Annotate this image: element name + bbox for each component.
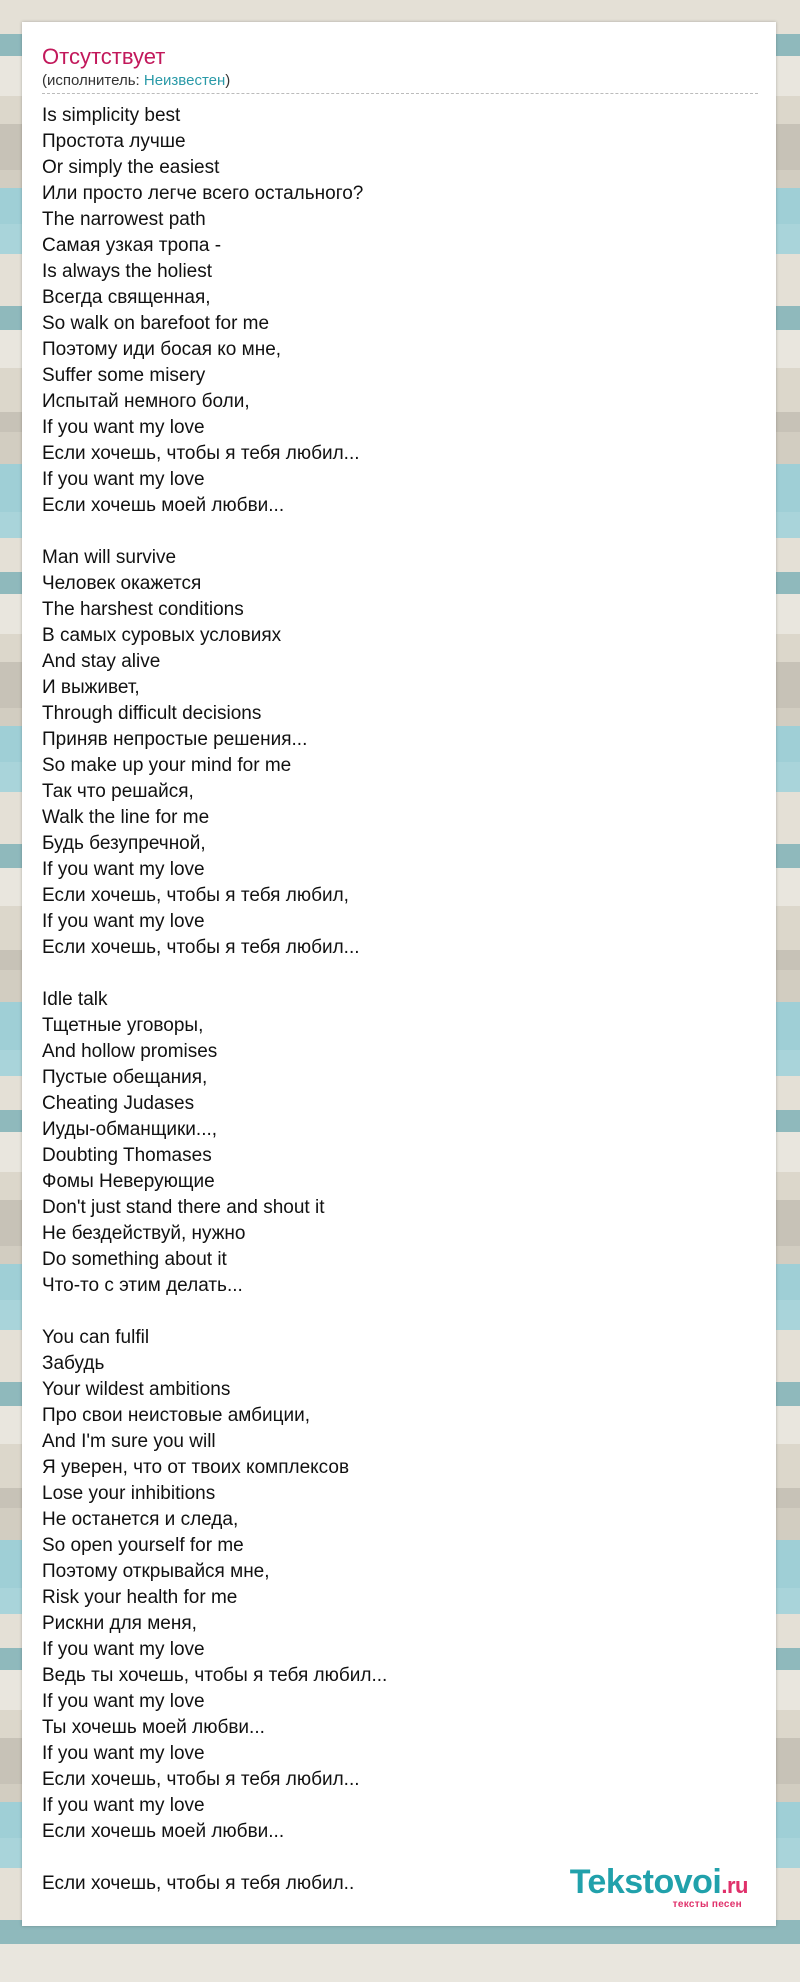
lyric-line: Забудь bbox=[42, 1353, 105, 1374]
lyrics-card bbox=[22, 22, 776, 1926]
lyric-line: Тщетные уговоры, bbox=[42, 1015, 204, 1036]
lyric-line: Если хочешь, чтобы я тебя любил, bbox=[42, 885, 349, 906]
lyric-line: If you want my love bbox=[42, 1691, 205, 1712]
lyric-line: If you want my love bbox=[42, 417, 205, 438]
lyric-line: Не останется и следа, bbox=[42, 1509, 239, 1530]
lyric-line: Испытай немного боли, bbox=[42, 391, 250, 412]
lyric-line: The narrowest path bbox=[42, 209, 206, 230]
lyric-line: So walk on barefoot for me bbox=[42, 313, 270, 334]
logo-tld-text: .ru bbox=[721, 1873, 748, 1898]
lyric-line: Idle talk bbox=[42, 989, 108, 1010]
lyric-line: Don't just stand there and shout it bbox=[42, 1197, 325, 1218]
lyric-line: Будь безупречной, bbox=[42, 833, 206, 854]
lyric-line: Простота лучше bbox=[42, 131, 186, 152]
stanza-break bbox=[42, 1299, 758, 1325]
lyric-line: Если хочешь, чтобы я тебя любил... bbox=[42, 443, 360, 464]
lyric-line: Если хочешь, чтобы я тебя любил... bbox=[42, 1769, 360, 1790]
lyric-line: Иуды-обманщики..., bbox=[42, 1119, 218, 1140]
lyric-line: Рискни для меня, bbox=[42, 1613, 197, 1634]
lyric-line: Suffer some misery bbox=[42, 365, 206, 386]
lyric-line: Or simply the easiest bbox=[42, 157, 220, 178]
artist-line bbox=[42, 72, 758, 94]
lyric-line: Человек окажется bbox=[42, 573, 202, 594]
lyric-line: Is simplicity best bbox=[42, 105, 181, 126]
lyric-line: Поэтому иди босая ко мне, bbox=[42, 339, 282, 360]
lyric-line: And stay alive bbox=[42, 651, 161, 672]
lyric-line: Your wildest ambitions bbox=[42, 1379, 231, 1400]
lyric-line: Про свои неистовые амбиции, bbox=[42, 1405, 311, 1426]
lyric-line: Я уверен, что от твоих комплексов bbox=[42, 1457, 350, 1478]
song-header bbox=[42, 44, 758, 94]
lyric-line: Man will survive bbox=[42, 547, 177, 568]
lyric-line: Ведь ты хочешь, чтобы я тебя любил... bbox=[42, 1665, 388, 1686]
lyric-line: So make up your mind for me bbox=[42, 755, 292, 776]
lyric-line: Through difficult decisions bbox=[42, 703, 262, 724]
lyric-line: Всегда священная, bbox=[42, 287, 211, 308]
lyric-line: Doubting Thomases bbox=[42, 1145, 212, 1166]
lyric-line: Is always the holiest bbox=[42, 261, 213, 282]
lyric-line: The harshest conditions bbox=[42, 599, 244, 620]
lyric-line: Или просто легче всего остального? bbox=[42, 183, 364, 204]
lyric-line: Пустые обещания, bbox=[42, 1067, 208, 1088]
lyric-line: So open yourself for me bbox=[42, 1535, 244, 1556]
lyric-line: And hollow promises bbox=[42, 1041, 218, 1062]
lyric-line: Cheating Judases bbox=[42, 1093, 195, 1114]
logo-tagline: тексты песен bbox=[672, 1899, 742, 1910]
lyric-line: Если хочешь моей любви... bbox=[42, 1821, 285, 1842]
stanza-break bbox=[42, 519, 758, 545]
site-logo[interactable] bbox=[570, 1865, 748, 1910]
lyric-line: Фомы Неверующие bbox=[42, 1171, 215, 1192]
song-title: Отсутствует bbox=[42, 44, 166, 69]
lyric-line: Ты хочешь моей любви... bbox=[42, 1717, 265, 1738]
lyric-line: You can fulfil bbox=[42, 1327, 150, 1348]
lyric-line: If you want my love bbox=[42, 1639, 205, 1660]
lyric-line: Поэтому открывайся мне, bbox=[42, 1561, 270, 1582]
lyric-line: Приняв непростые решения... bbox=[42, 729, 308, 750]
lyric-line: Что-то с этим делать... bbox=[42, 1275, 243, 1296]
lyric-line: Не бездействуй, нужно bbox=[42, 1223, 246, 1244]
artist-link[interactable]: Неизвестен bbox=[143, 72, 226, 89]
lyric-line: If you want my love bbox=[42, 911, 205, 932]
lyric-line: Risk your health for me bbox=[42, 1587, 238, 1608]
lyric-line: Самая узкая тропа - bbox=[42, 235, 222, 256]
lyric-line: В самых суровых условиях bbox=[42, 625, 282, 646]
lyric-line: If you want my love bbox=[42, 1743, 205, 1764]
artist-suffix: ) bbox=[225, 72, 231, 89]
lyrics-text bbox=[42, 103, 758, 1897]
lyric-line: Если хочешь моей любви... bbox=[42, 495, 285, 516]
logo-main-text: Tekstovoi bbox=[569, 1863, 722, 1901]
lyric-line: Если хочешь, чтобы я тебя любил.. bbox=[42, 1873, 355, 1894]
stanza-break bbox=[42, 961, 758, 987]
lyric-line: And I'm sure you will bbox=[42, 1431, 216, 1452]
lyric-line: Walk the line for me bbox=[42, 807, 210, 828]
lyric-line: If you want my love bbox=[42, 1795, 205, 1816]
artist-prefix: (исполнитель: bbox=[42, 72, 144, 89]
lyric-line: If you want my love bbox=[42, 469, 205, 490]
lyric-line: Если хочешь, чтобы я тебя любил... bbox=[42, 937, 360, 958]
lyric-line: If you want my love bbox=[42, 859, 205, 880]
lyric-line: Lose your inhibitions bbox=[42, 1483, 216, 1504]
lyric-line: Do something about it bbox=[42, 1249, 227, 1270]
lyric-line: И выживет, bbox=[42, 677, 140, 698]
lyric-line: Так что решайся, bbox=[42, 781, 194, 802]
